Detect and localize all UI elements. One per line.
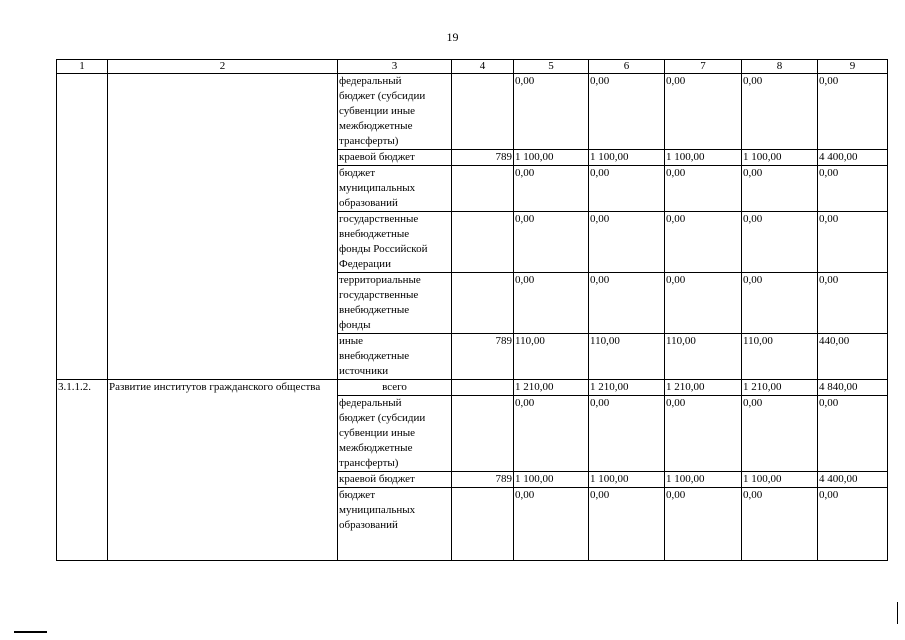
funding-source: всего — [338, 380, 452, 396]
value-col6: 0,00 — [589, 488, 665, 561]
table-row — [57, 74, 888, 150]
value-col9: 4 400,00 — [818, 472, 888, 488]
value-col8: 0,00 — [742, 273, 818, 334]
budget-code — [452, 166, 514, 212]
value-col5: 0,00 — [514, 212, 589, 273]
value-col9: 4 840,00 — [818, 380, 888, 396]
value-col8: 110,00 — [742, 334, 818, 380]
budget-code — [452, 396, 514, 472]
value-col7: 1 100,00 — [665, 150, 742, 166]
table-row — [57, 380, 888, 396]
item-name-cell — [108, 74, 338, 380]
value-col6: 0,00 — [589, 212, 665, 273]
value-col6: 1 100,00 — [589, 472, 665, 488]
value-col8: 0,00 — [742, 396, 818, 472]
value-col8: 0,00 — [742, 488, 818, 561]
funding-source: иные внебюджетные источники — [338, 334, 452, 380]
budget-code: 789 — [452, 150, 514, 166]
funding-source: территориальные государственные внебюджетные фонды — [338, 273, 452, 334]
header-cell: 4 — [452, 60, 514, 74]
header-cell: 5 — [514, 60, 589, 74]
value-col6: 110,00 — [589, 334, 665, 380]
value-col9: 0,00 — [818, 166, 888, 212]
header-cell: 2 — [108, 60, 338, 74]
value-col5: 0,00 — [514, 488, 589, 561]
value-col7: 0,00 — [665, 74, 742, 150]
value-col6: 1 100,00 — [589, 150, 665, 166]
value-col7: 0,00 — [665, 488, 742, 561]
value-col8: 1 210,00 — [742, 380, 818, 396]
scan-mark-right — [897, 602, 898, 624]
value-col5: 1 100,00 — [514, 472, 589, 488]
header-cell: 9 — [818, 60, 888, 74]
budget-code: 789 — [452, 472, 514, 488]
value-col5: 0,00 — [514, 74, 589, 150]
value-col8: 0,00 — [742, 166, 818, 212]
value-col7: 1 100,00 — [665, 472, 742, 488]
header-cell: 8 — [742, 60, 818, 74]
item-name: Развитие институтов гражданского общества — [108, 380, 338, 561]
value-col5: 110,00 — [514, 334, 589, 380]
value-col6: 0,00 — [589, 273, 665, 334]
value-col9: 0,00 — [818, 212, 888, 273]
funding-source: государственные внебюджетные фонды Российской Федерации — [338, 212, 452, 273]
value-col8: 0,00 — [742, 74, 818, 150]
funding-source: краевой бюджет — [338, 150, 452, 166]
header-cell: 3 — [338, 60, 452, 74]
scan-mark-left — [14, 631, 47, 633]
value-col7: 0,00 — [665, 212, 742, 273]
budget-code — [452, 488, 514, 561]
value-col5: 0,00 — [514, 273, 589, 334]
value-col9: 0,00 — [818, 396, 888, 472]
value-col8: 1 100,00 — [742, 472, 818, 488]
budget-code: 789 — [452, 334, 514, 380]
page-number: 19 — [446, 30, 459, 44]
funding-source: краевой бюджет — [338, 472, 452, 488]
header-row — [57, 60, 888, 74]
funding-source: федеральный бюджет (субсидии субвенции иные межбюджетные трансферты) — [338, 396, 452, 472]
header-cell: 1 — [57, 60, 108, 74]
value-col5: 1 210,00 — [514, 380, 589, 396]
value-col7: 110,00 — [665, 334, 742, 380]
header-cell: 7 — [665, 60, 742, 74]
value-col9: 4 400,00 — [818, 150, 888, 166]
value-col6: 1 210,00 — [589, 380, 665, 396]
budget-code — [452, 380, 514, 396]
value-col5: 0,00 — [514, 396, 589, 472]
budget-code — [452, 212, 514, 273]
funding-source: бюджет муниципальных образований — [338, 166, 452, 212]
funding-source: бюджет муниципальных образований — [338, 488, 452, 561]
header-cell: 6 — [589, 60, 665, 74]
item-number-cell — [57, 74, 108, 380]
value-col7: 0,00 — [665, 166, 742, 212]
funding-source: федеральный бюджет (субсидии субвенции иные межбюджетные трансферты) — [338, 74, 452, 150]
value-col9: 0,00 — [818, 74, 888, 150]
value-col5: 1 100,00 — [514, 150, 589, 166]
value-col9: 440,00 — [818, 334, 888, 380]
budget-table — [56, 59, 888, 561]
budget-code — [452, 273, 514, 334]
value-col6: 0,00 — [589, 166, 665, 212]
item-number: 3.1.1.2. — [57, 380, 108, 561]
value-col6: 0,00 — [589, 396, 665, 472]
value-col9: 0,00 — [818, 488, 888, 561]
budget-code — [452, 74, 514, 150]
value-col6: 0,00 — [589, 74, 665, 150]
value-col8: 0,00 — [742, 212, 818, 273]
value-col5: 0,00 — [514, 166, 589, 212]
value-col7: 0,00 — [665, 396, 742, 472]
value-col9: 0,00 — [818, 273, 888, 334]
value-col7: 1 210,00 — [665, 380, 742, 396]
value-col7: 0,00 — [665, 273, 742, 334]
value-col8: 1 100,00 — [742, 150, 818, 166]
